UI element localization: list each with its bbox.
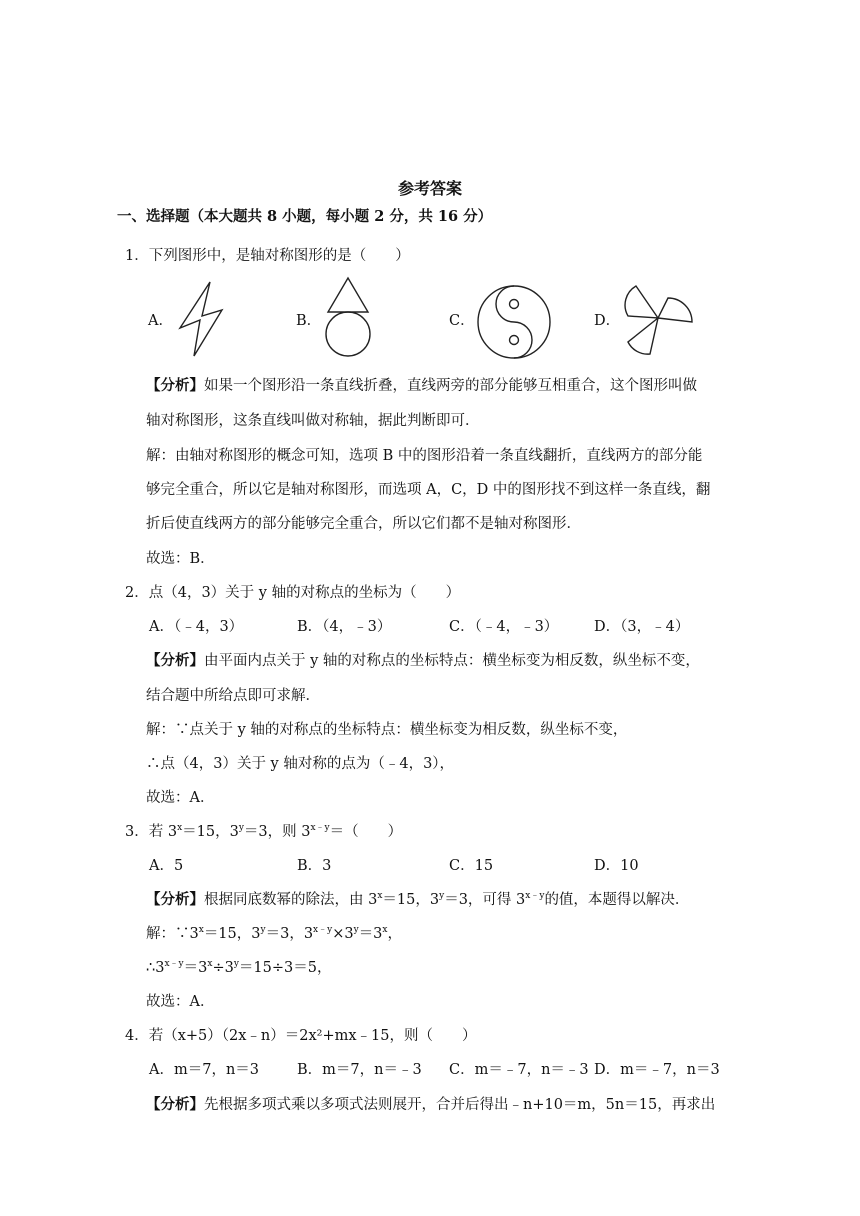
q2-option-d: D．（3，﹣4） — [594, 619, 690, 635]
q1-solution-line-1: 解：由轴对称图形的概念可知，选项 B 中的图形沿着一条直线翻折，直线两方的部分能 — [146, 448, 703, 464]
q1-option-a-label: A． — [148, 313, 173, 329]
q2-stem: 2．点（4，3）关于 y 轴的对称点的坐标为（ ） — [125, 585, 461, 601]
q2-solution-line-2: ∴点（4，3）关于 y 轴对称的点为（﹣4，3）， — [146, 756, 455, 772]
lightning-icon — [178, 280, 226, 360]
q1-option-c-label: C． — [449, 313, 475, 329]
q1-analysis-line-1: 【分析】如果一个图形沿一条直线折叠，直线两旁的部分能够互相重合，这个图形叫做 — [146, 377, 697, 394]
q3-analysis-line: 【分析】根据同底数幂的除法，由 $3^x=15$，$3^y=3$，可得 $3^{x﹣y}$的值，本题得以解决． — [146, 891, 690, 908]
q1-option-d-label: D． — [594, 313, 621, 329]
q3-solution-line-1: 解：$\because 3^x=15$，$3^y=3$，$3^{x﹣y}\times 3^y=3^x$， — [146, 925, 402, 942]
section-heading: 一、选择题（本大题共 8 小题，每小题 2 分，共 16 分） — [117, 208, 493, 225]
q3-option-b: B．3 — [297, 858, 332, 874]
q4-stem: 4．若（x+5）（2x﹣n）＝2x²+mx﹣15，则（ ） — [125, 1028, 477, 1044]
q1-solution-line-3: 折后使直线两方的部分能够完全重合，所以它们都不是轴对称图形． — [146, 516, 581, 532]
q3-solution-line-2: $\therefore 3^{x﹣y}=3^x\div 3^y=15\div 3=5$， — [146, 959, 332, 976]
q2-answer: 故选：A． — [146, 790, 215, 806]
q2-option-a: A．（﹣4，3） — [149, 619, 244, 635]
q2-analysis-line-1: 【分析】由平面内点关于 y 轴的对称点的坐标特点：横坐标变为相反数，纵坐标不变， — [146, 652, 700, 669]
q3-option-a: A．5 — [149, 858, 184, 874]
q2-option-b: B．（4，﹣3） — [297, 619, 392, 635]
yin-yang-icon — [476, 284, 552, 360]
q3-option-d: D．10 — [594, 858, 639, 874]
analysis-tag: 【分析】 — [146, 891, 204, 908]
q3-answer: 故选：A． — [146, 994, 215, 1010]
q2-solution-line-1: 解：∵点关于 y 轴的对称点的坐标特点：横坐标变为相反数，纵坐标不变， — [146, 722, 628, 738]
q2-analysis-line-2: 结合题中所给点即可求解． — [146, 688, 320, 704]
q1-answer: 故选：B． — [146, 551, 215, 567]
q3-option-c: C．15 — [449, 858, 494, 874]
q4-option-c: C．m＝﹣7，n＝﹣3 — [449, 1062, 589, 1078]
q1-analysis-line-2: 轴对称图形，这条直线叫做对称轴，据此判断即可． — [146, 413, 480, 429]
q4-option-a: A．m＝7，n＝3 — [149, 1062, 260, 1078]
analysis-tag: 【分析】 — [146, 377, 204, 394]
q1-stem: 1．下列图形中，是轴对称图形的是（ ） — [125, 248, 410, 264]
pinwheel-icon — [620, 280, 696, 356]
q3-stem: 3．若 $3^x=15$，$3^y=3$，则 $3^{x﹣y}=$（ ） — [125, 823, 403, 840]
analysis-tag: 【分析】 — [146, 1096, 204, 1113]
q1-option-b-label: B． — [296, 313, 322, 329]
q4-option-b: B．m＝7，n＝﹣3 — [297, 1062, 422, 1078]
q4-analysis-line-1: 【分析】先根据多项式乘以多项式法则展开，合并后得出﹣n+10＝m，5n＝15，再求出 — [146, 1096, 716, 1113]
q1-solution-line-2: 够完全重合，所以它是轴对称图形，而选项 A，C，D 中的图形找不到这样一条直线，翻 — [146, 482, 711, 498]
page-title: 参考答案 — [397, 179, 462, 198]
triangle-on-circle-icon — [320, 276, 376, 360]
analysis-tag: 【分析】 — [146, 652, 204, 669]
q4-option-d: D．m＝﹣7，n＝3 — [594, 1062, 720, 1078]
q2-option-c: C．（﹣4，﹣3） — [449, 619, 559, 635]
